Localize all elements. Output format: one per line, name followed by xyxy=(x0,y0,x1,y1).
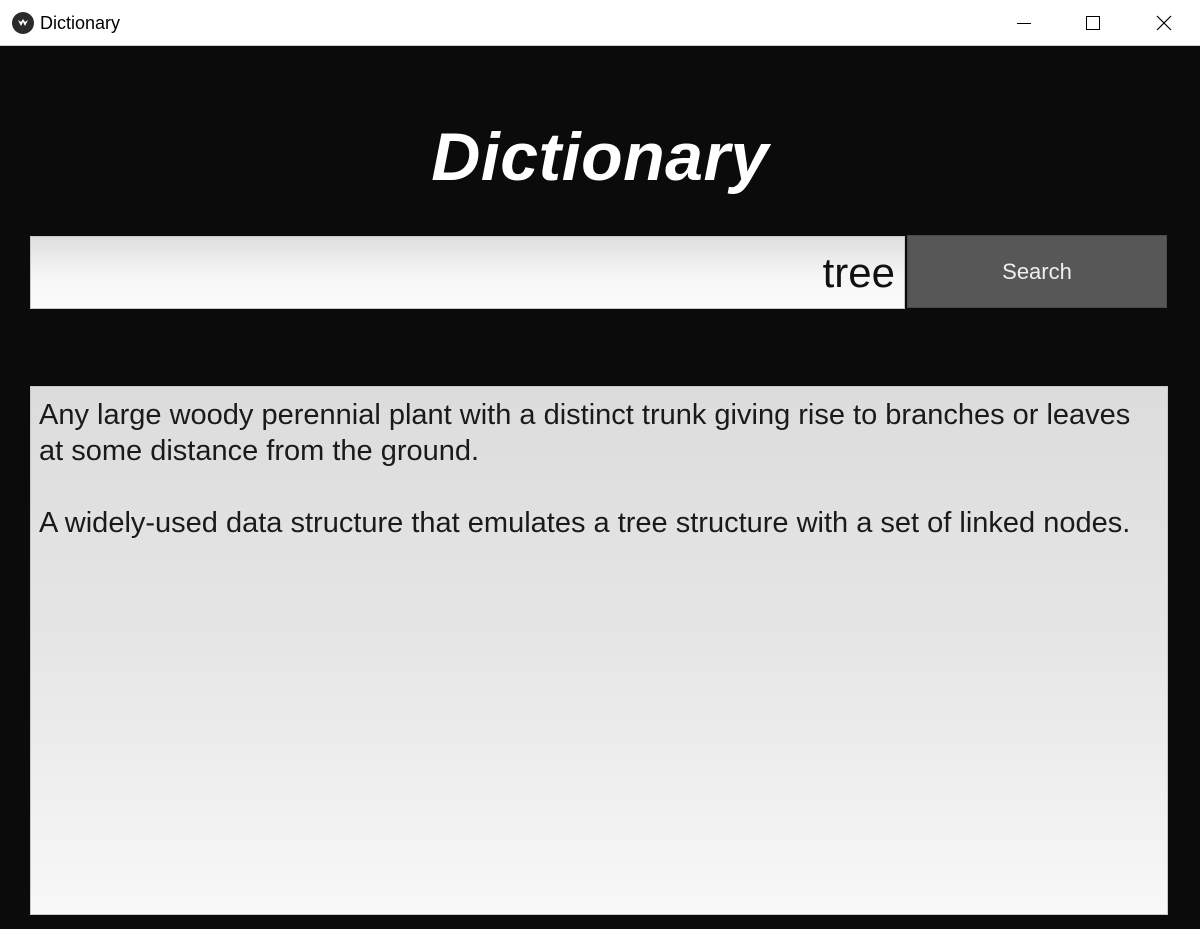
search-button[interactable]: Search xyxy=(907,235,1167,308)
definition-item: Any large woody perennial plant with a distinct trunk giving rise to branches or leaves at some distance from the ground. xyxy=(39,399,1131,467)
minimize-button[interactable] xyxy=(1001,0,1047,46)
search-input[interactable] xyxy=(30,236,905,309)
close-icon xyxy=(1156,15,1172,31)
window-title: Dictionary xyxy=(40,13,121,33)
title-bar xyxy=(0,0,1200,46)
app-icon xyxy=(12,12,34,34)
maximize-button[interactable] xyxy=(1070,0,1116,46)
close-button[interactable] xyxy=(1141,0,1187,46)
definition-output[interactable] xyxy=(30,386,1168,915)
app-heading: Dictionary xyxy=(431,119,769,195)
maximize-icon xyxy=(1085,15,1101,31)
minimize-icon xyxy=(1016,15,1032,31)
definition-item: A widely-used data structure that emulates a tree structure with a set of linked nodes. xyxy=(39,507,1131,539)
